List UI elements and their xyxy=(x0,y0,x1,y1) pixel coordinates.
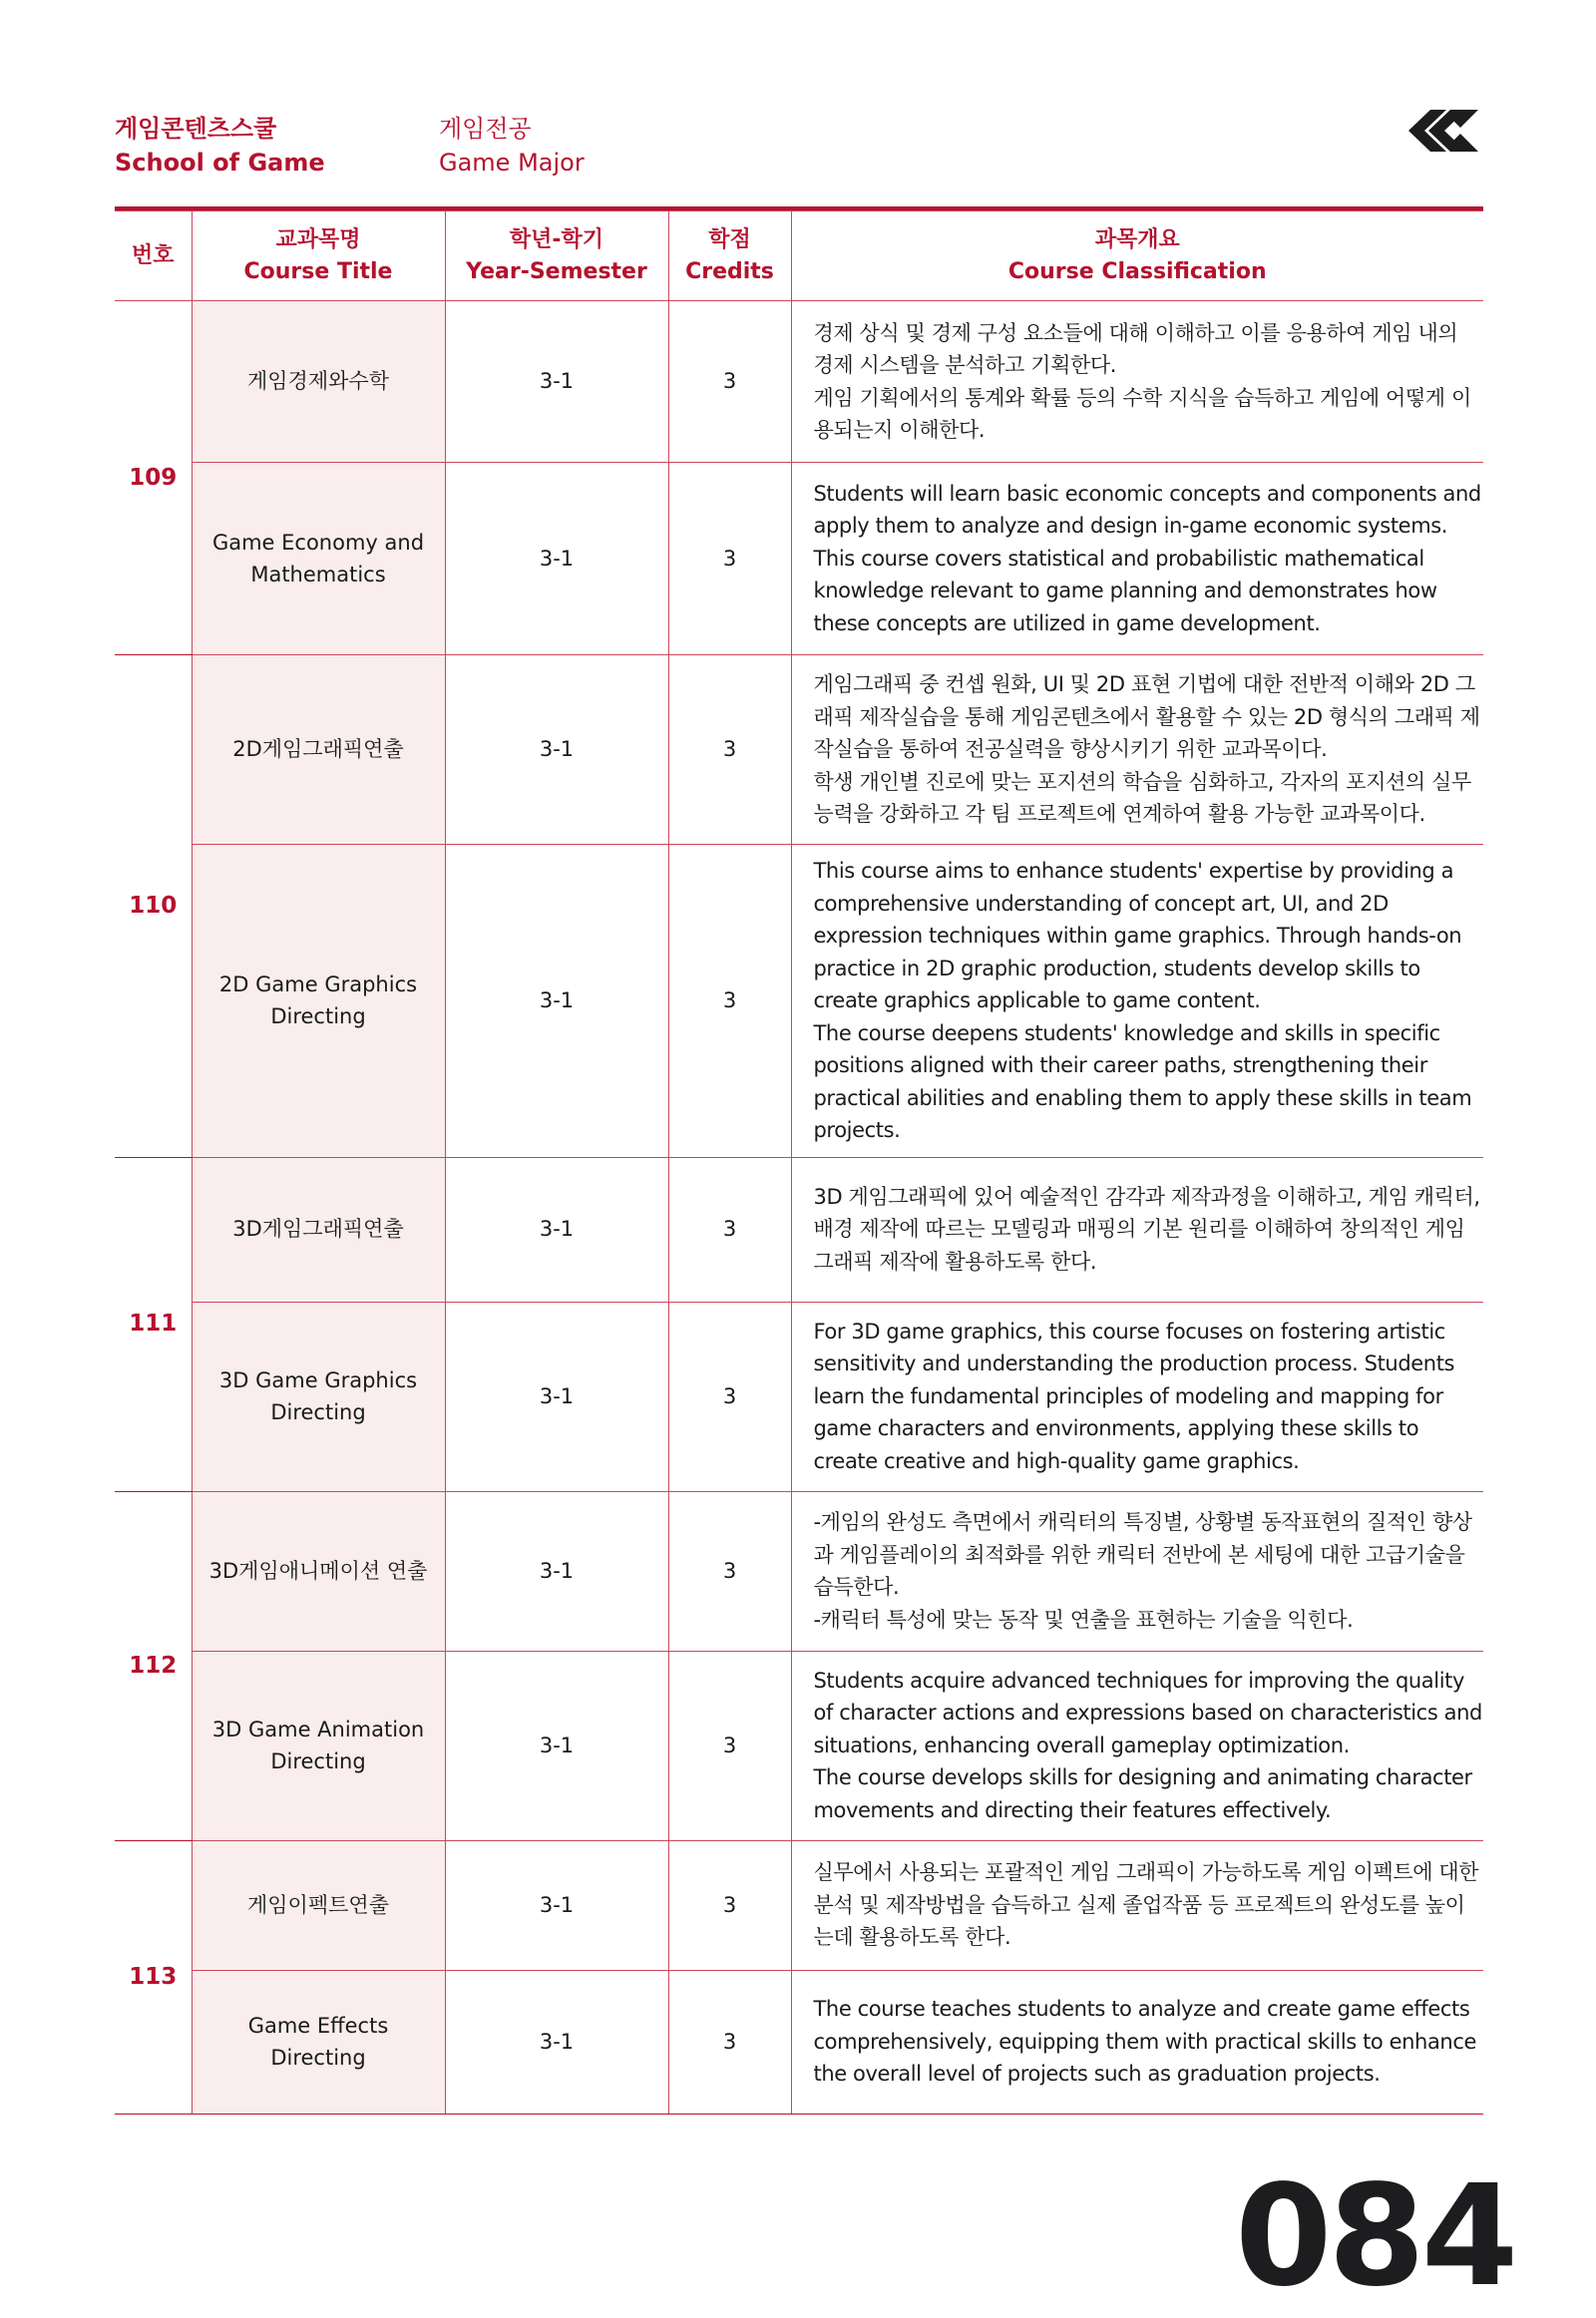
course-title-en: Game Economy and Mathematics xyxy=(192,463,445,655)
credits: 3 xyxy=(668,1840,791,1970)
course-description-ko: 게임그래픽 중 컨셉 원화, UI 및 2D 표현 기법에 대한 전반적 이해와 2D 그래픽 제작실습을 통해 게임콘텐츠에서 활용할 수 있는 2D 형식의 그래픽 제작실습을 통하여 전공실력을 향상시키기 위한 교과목이다. 학생 개인별 진로에 맞는 포지션의 학습을 심화하고, 각자의 포지션의 실무능력을 강화하고 각 팀 프로젝트에 연계하여 활용 가능한 교과목이다. xyxy=(791,655,1483,845)
year-semester: 3-1 xyxy=(445,1970,668,2114)
course-title-ko: 게임이펙트연출 xyxy=(192,1840,445,1970)
page-header xyxy=(115,108,1483,207)
school-name-en: School of Game xyxy=(115,149,325,177)
course-title-en: Game Effects Directing xyxy=(192,1970,445,2114)
course-title-en: 2D Game Graphics Directing xyxy=(192,845,445,1158)
credits: 3 xyxy=(668,1491,791,1651)
table-row xyxy=(115,845,1483,1158)
ck-logo-icon xyxy=(1405,108,1483,154)
course-table xyxy=(115,210,1483,2115)
course-description-ko: 실무에서 사용되는 포괄적인 게임 그래픽이 가능하도록 게임 이펙트에 대한 분석 및 제작방법을 습득하고 실제 졸업작품 등 프로젝트의 완성도를 높이는데 활용하도록 한다. xyxy=(791,1840,1483,1970)
course-description-ko: -게임의 완성도 측면에서 캐릭터의 특징별, 상황별 동작표현의 질적인 향상과 게임플레이의 최적화를 위한 캐릭터 전반에 본 세팅에 대한 고급기술을 습득한다. -캐릭터 특성에 맞는 동작 및 연출을 표현하는 기술을 익힌다. xyxy=(791,1491,1483,1651)
course-description-en: For 3D game graphics, this course focuses on fostering artistic sensitivity and understanding the production process. Students learn the fundamental principles of modeling and mapping for game characters and environments, applying these skills to create creative and high-quality game graphics. xyxy=(791,1302,1483,1491)
table-row xyxy=(115,1491,1483,1651)
table-row xyxy=(115,463,1483,655)
header-course-title: 교과목명 Course Title xyxy=(192,211,445,301)
page-number: 084 xyxy=(1235,2155,1515,2318)
year-semester: 3-1 xyxy=(445,1302,668,1491)
year-semester: 3-1 xyxy=(445,301,668,463)
course-title-ko: 2D게임그래픽연출 xyxy=(192,655,445,845)
credits: 3 xyxy=(668,655,791,845)
course-title-ko: 게임경제와수학 xyxy=(192,301,445,463)
course-number: 111 xyxy=(115,1157,192,1491)
course-number: 110 xyxy=(115,655,192,1158)
course-description-en: This course aims to enhance students' expertise by providing a comprehensive understanding of concept art, UI, and 2D expression techniques within game graphics. Through hands-on practice in 2D graphic production, students develop skills to create graphics applicable to game content. The course deepens students' knowledge and skills in specific positions aligned with their career paths, strengthening their practical abilities and enabling them to apply these skills in team projects. xyxy=(791,845,1483,1158)
credits: 3 xyxy=(668,845,791,1158)
credits: 3 xyxy=(668,463,791,655)
course-description-ko: 경제 상식 및 경제 구성 요소들에 대해 이해하고 이를 응용하여 게임 내의 경제 시스템을 분석하고 기획한다. 게임 기획에서의 통계와 확률 등의 수학 지식을 습득하고 게임에 어떻게 이용되는지 이해한다. xyxy=(791,301,1483,463)
school-name xyxy=(115,112,325,180)
year-semester: 3-1 xyxy=(445,1651,668,1840)
table-row xyxy=(115,1970,1483,2114)
major-name xyxy=(439,112,585,180)
year-semester: 3-1 xyxy=(445,463,668,655)
course-number: 109 xyxy=(115,301,192,655)
credits: 3 xyxy=(668,1157,791,1302)
header-course-classification: 과목개요 Course Classification xyxy=(791,211,1483,301)
year-semester: 3-1 xyxy=(445,845,668,1158)
course-description-ko: 3D 게임그래픽에 있어 예술적인 감각과 제작과정을 이해하고, 게임 캐릭터, 배경 제작에 따르는 모델링과 매핑의 기본 원리를 이해하여 창의적인 게임그래픽 제작에 활용하도록 한다. xyxy=(791,1157,1483,1302)
course-description-en: The course teaches students to analyze and create game effects comprehensively, equipping them with practical skills to enhance the overall level of projects such as graduation projects. xyxy=(791,1970,1483,2114)
course-description-en: Students will learn basic economic concepts and components and apply them to analyze and design in-game economic systems. This course covers statistical and probabilistic mathematical knowledge relevant to game planning and demonstrates how these concepts are utilized in game development. xyxy=(791,463,1483,655)
major-name-ko: 게임전공 xyxy=(439,115,532,143)
table-row xyxy=(115,301,1483,463)
course-number: 112 xyxy=(115,1491,192,1840)
table-row xyxy=(115,655,1483,845)
course-title-en: 3D Game Animation Directing xyxy=(192,1651,445,1840)
header-year-semester: 학년-학기 Year-Semester xyxy=(445,211,668,301)
credits: 3 xyxy=(668,1302,791,1491)
table-row xyxy=(115,1157,1483,1302)
major-name-en: Game Major xyxy=(439,149,585,177)
year-semester: 3-1 xyxy=(445,1840,668,1970)
credits: 3 xyxy=(668,301,791,463)
credits: 3 xyxy=(668,1651,791,1840)
credits: 3 xyxy=(668,1970,791,2114)
table-header-row xyxy=(115,211,1483,301)
year-semester: 3-1 xyxy=(445,1491,668,1651)
course-title-ko: 3D게임애니메이션 연출 xyxy=(192,1491,445,1651)
school-name-ko: 게임콘텐츠스쿨 xyxy=(115,115,277,143)
year-semester: 3-1 xyxy=(445,1157,668,1302)
course-number: 113 xyxy=(115,1840,192,2114)
course-description-en: Students acquire advanced techniques for improving the quality of character actions and expressions based on characteristics and situations, enhancing overall gameplay optimization. The course develops skills for designing and animating character movements and directing their features effectively. xyxy=(791,1651,1483,1840)
header-no: 번호 xyxy=(115,211,192,301)
course-title-en: 3D Game Graphics Directing xyxy=(192,1302,445,1491)
table-row xyxy=(115,1651,1483,1840)
header-credits: 학점 Credits xyxy=(668,211,791,301)
year-semester: 3-1 xyxy=(445,655,668,845)
course-title-ko: 3D게임그래픽연출 xyxy=(192,1157,445,1302)
table-row xyxy=(115,1840,1483,1970)
table-row xyxy=(115,1302,1483,1491)
